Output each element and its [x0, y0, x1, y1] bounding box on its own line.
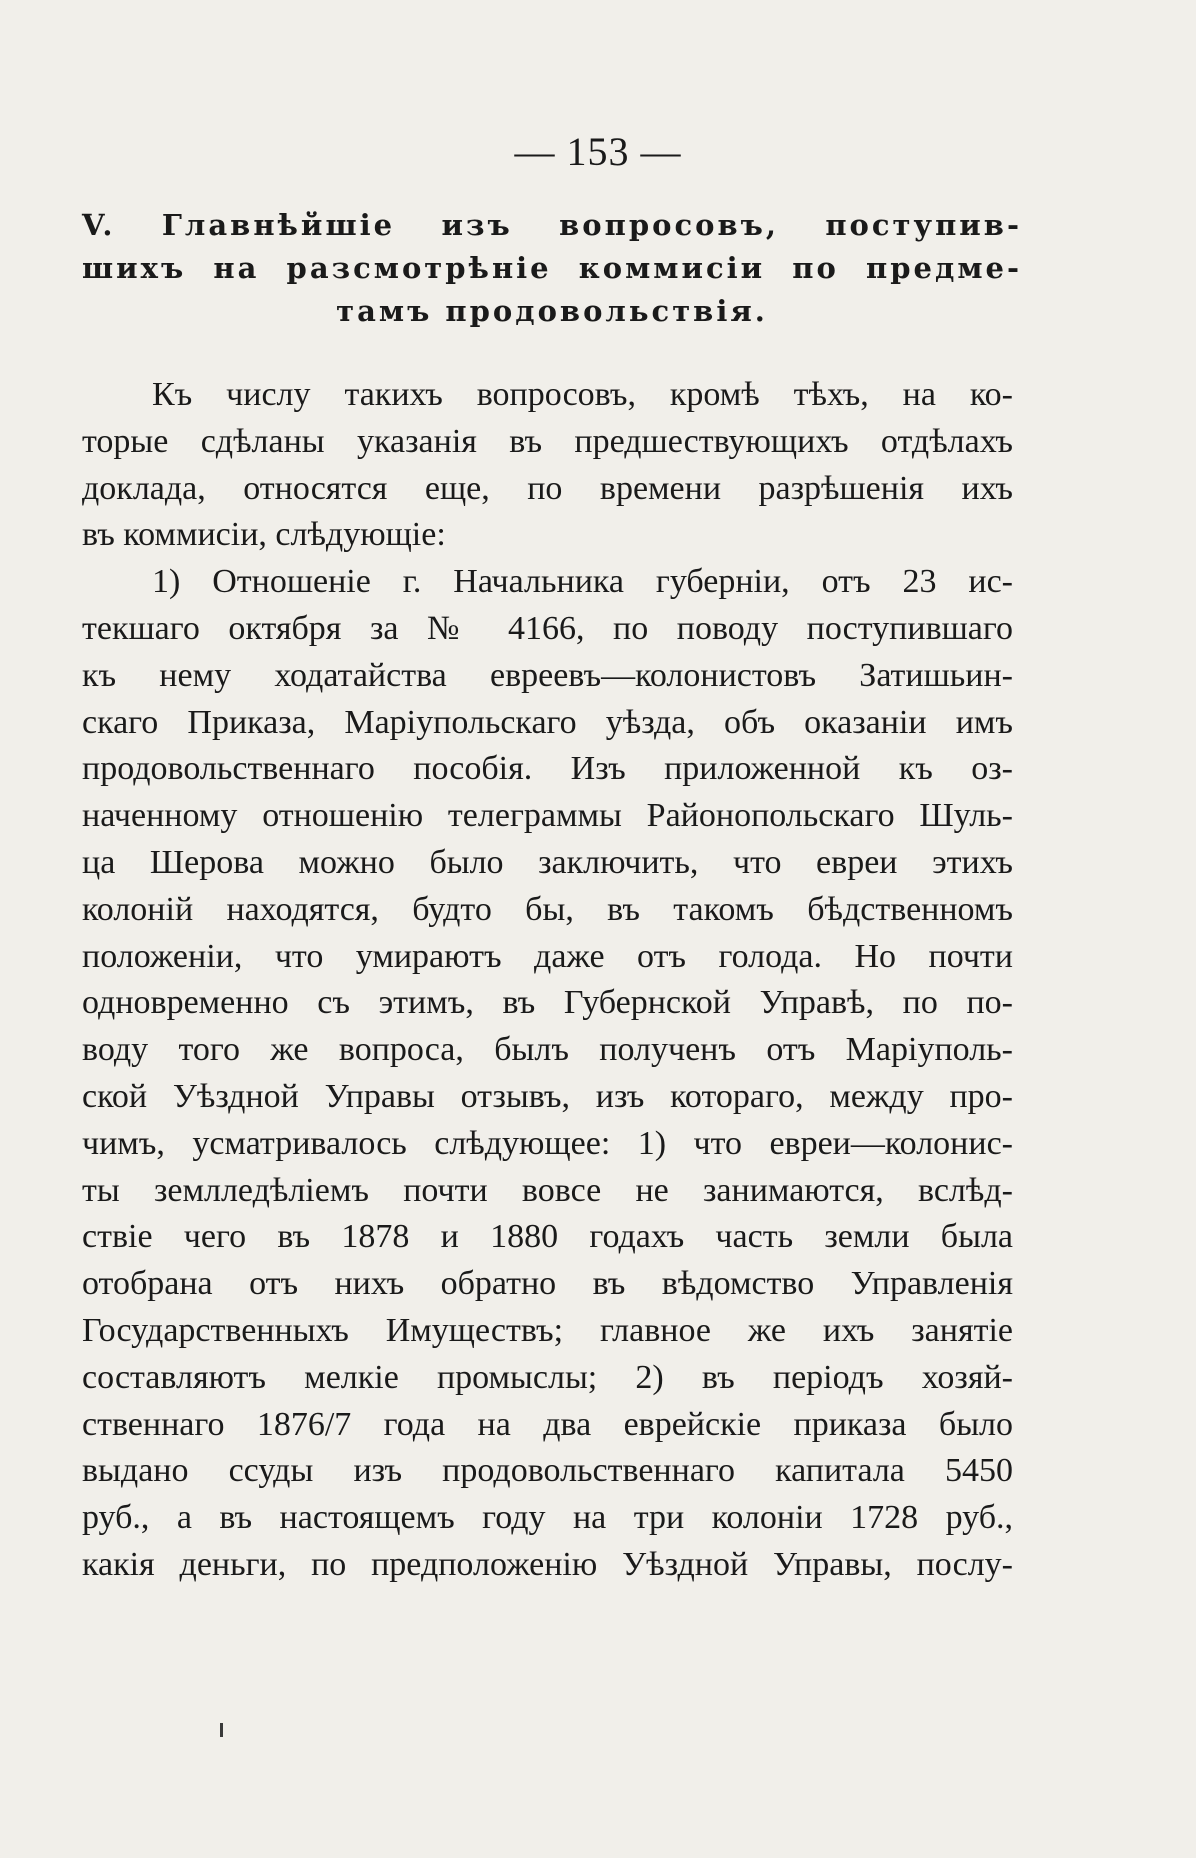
text-line: продовольственнаго пособія. Изъ приложенной къ оз-: [82, 750, 1013, 788]
text-line: текшаго октября за № 4166, по поводу поступившаго: [82, 609, 1013, 647]
text-line: положеніи, что умираютъ даже отъ голода. Но почти: [82, 937, 1013, 975]
text-line: какія деньги, по предположенію Уѣздной Управы, послу-: [82, 1545, 1013, 1583]
text-line: составляютъ мелкіе промыслы; 2) въ періодъ хозяй-: [82, 1358, 1013, 1396]
heading-line: шихъ на разсмотрѣніе коммисіи по предме-: [82, 251, 1022, 285]
section-heading: [82, 204, 1022, 333]
text-line: ской Уѣздной Управы отзывъ, изъ котораго, между про-: [82, 1077, 1013, 1115]
text-line: ственнаго 1876/7 года на два еврейскіе приказа было: [82, 1405, 1013, 1443]
body-text: [82, 372, 1013, 1589]
text-line: доклада, относятся еще, по времени разрѣшенія ихъ: [82, 469, 1013, 507]
text-line: выдано ссуды изъ продовольственнаго капитала 5450: [82, 1452, 1013, 1490]
text-line: наченному отношенію телеграммы Районопольскаго Шуль-: [82, 797, 1013, 835]
text-line: чимъ, усматривалось слѣдующее: 1) что евреи—колонис-: [82, 1124, 1013, 1162]
text-line: въ коммисіи, слѣдующіе:: [82, 516, 446, 554]
text-line: 1) Отношеніе г. Начальника губерніи, отъ 23 ис-: [152, 563, 1013, 601]
text-line: ствіе чего въ 1878 и 1880 годахъ часть земли была: [82, 1218, 1013, 1256]
heading-line: тамъ продовольствія.: [336, 294, 768, 328]
text-line: руб., а въ настоящемъ году на три колоніи 1728 руб.,: [82, 1499, 1013, 1537]
text-line: одновременно съ этимъ, въ Губернской Управѣ, по по-: [82, 984, 1013, 1022]
text-line: отобрана отъ нихъ обратно въ вѣдомство Управленія: [82, 1265, 1013, 1303]
text-line: ца Шерова можно было заключить, что евреи этихъ: [82, 843, 1013, 881]
text-line: колоній находятся, будто бы, въ такомъ бѣдственномъ: [82, 890, 1013, 928]
heading-line: V. Главнѣйшіе изъ вопросовъ, поступив-: [82, 208, 1022, 242]
text-line: ты землледѣліемъ почти вовсе не занимаются, вслѣд-: [82, 1171, 1013, 1209]
text-line: торые сдѣланы указанія въ предшествующихъ отдѣлахъ: [82, 422, 1013, 460]
ink-speck: [220, 1723, 223, 1737]
text-line: воду того же вопроса, былъ полученъ отъ Маріуполь-: [82, 1031, 1013, 1069]
text-line: Къ числу такихъ вопросовъ, кромѣ тѣхъ, на ко-: [152, 376, 1013, 413]
text-line: скаго Приказа, Маріупольскаго уѣзда, объ оказаніи имъ: [82, 703, 1013, 741]
text-line: къ нему ходатайства евреевъ—колонистовъ Затишьин-: [82, 656, 1013, 694]
page-number: — 153 —: [514, 129, 682, 174]
text-line: Государственныхъ Имуществъ; главное же ихъ занятіе: [82, 1311, 1013, 1349]
